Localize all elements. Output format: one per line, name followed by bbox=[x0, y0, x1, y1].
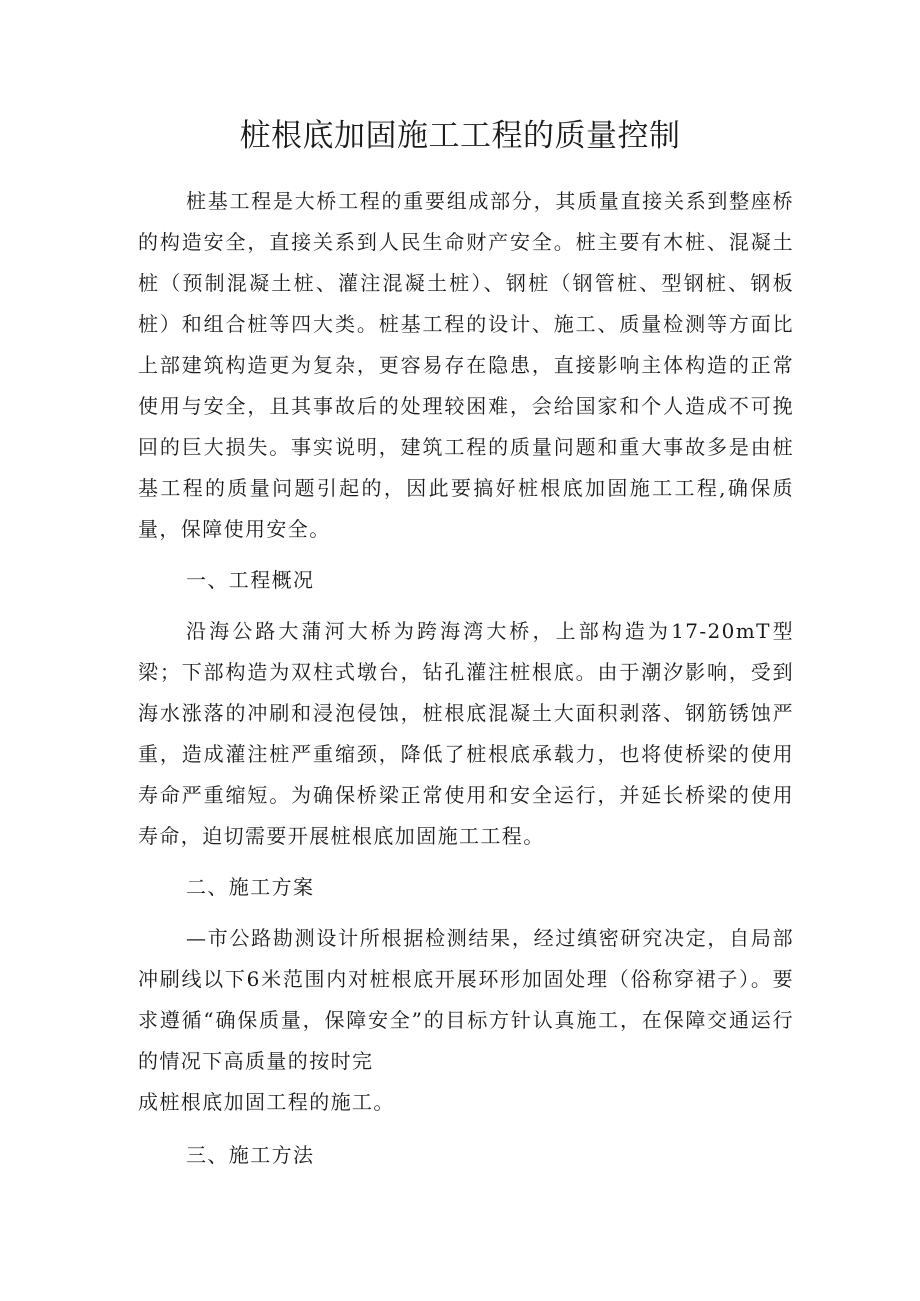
paragraph-plan: —市公路勘测设计所根据检测结果，经过缜密研究决定，自局部冲刷线以下6米范围内对桩根底开展环形加固处理（俗称穿裙子）。要求遵循“确保质量，保障安全”的目标方针认真施工，在保障交通运行的情况下高质量的按时完 bbox=[138, 926, 794, 1073]
document-body bbox=[138, 181, 794, 1176]
section-heading-method: 三、施工方法 bbox=[186, 1143, 315, 1167]
paragraph-plan-continuation: 成桩根底加固工程的施工。 bbox=[138, 1090, 395, 1114]
paragraph-intro: 桩基工程是大桥工程的重要组成部分，其质量直接关系到整座桥的构造安全，直接关系到人民生命财产安全。桩主要有木桩、混凝土桩（预制混凝土桩、灌注混凝土桩）、钢桩（钢管桩、型钢桩、钢板桩）和组合桩等四大类。桩基工程的设计、施工、质量检测等方面比上部建筑构造更为复杂，更容易存在隐患，直接影响主体构造的正常使用与安全，且其事故后的处理较困难，会给国家和个人造成不可挽回的巨大损失。事实说明，建筑工程的质量问题和重大事故多是由桩基工程的质量问题引起的，因此要搞好桩根底加固施工工程,确保质量，保障使用安全。 bbox=[138, 189, 794, 541]
paragraph-overview: 沿海公路大蒲河大桥为跨海湾大桥，上部构造为17-20mT型梁；下部构造为双柱式墩台，钻孔灌注桩根底。由于潮汐影响，受到海水涨落的冲刷和浸泡侵蚀，桩根底混凝土大面积剥落、钢筋锈蚀严重，造成灌注桩严重缩颈，降低了桩根底承载力，也将使桥梁的使用寿命严重缩短。为确保桥梁正常使用和安全运行，并延长桥梁的使用寿命，迫切需要开展桩根底加固施工工程。 bbox=[138, 619, 794, 848]
spacer bbox=[138, 908, 794, 918]
section-heading-plan: 二、施工方案 bbox=[186, 875, 315, 899]
document-title: 桩根底加固施工工程的质量控制 bbox=[239, 118, 681, 154]
spacer bbox=[138, 601, 794, 611]
spacer bbox=[138, 1123, 794, 1135]
section-heading-overview: 一、工程概况 bbox=[186, 568, 315, 592]
spacer bbox=[138, 550, 794, 560]
spacer bbox=[138, 857, 794, 867]
